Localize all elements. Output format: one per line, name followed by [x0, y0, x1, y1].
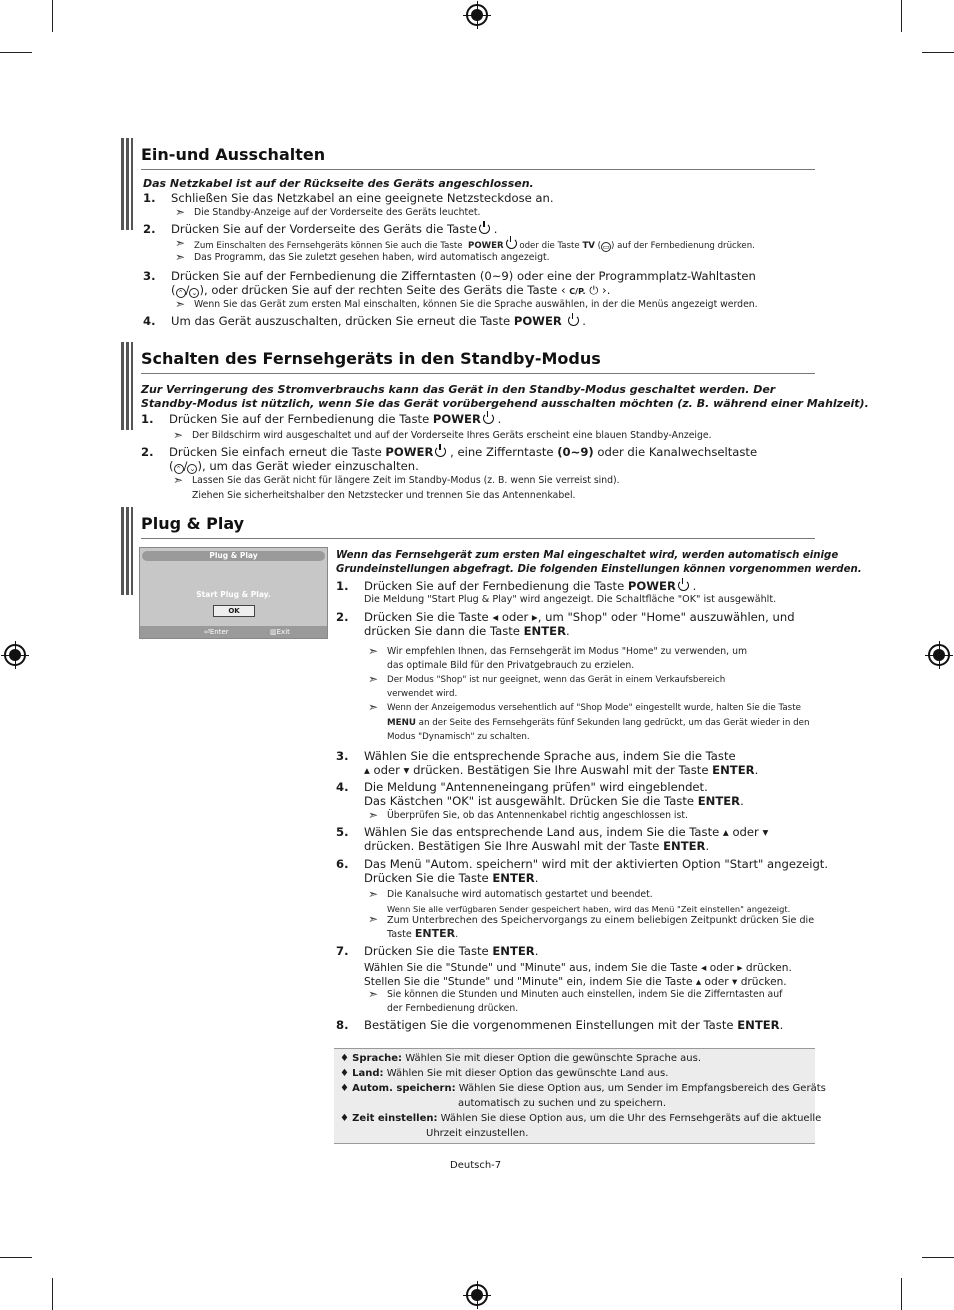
page-footer: Deutsch-7 — [450, 1160, 502, 1171]
step-text: Wählen Sie die entsprechende Sprache aus, indem Sie die Taste — [364, 749, 736, 763]
note-arrow-icon: ➣ — [175, 236, 186, 250]
crop-mark — [901, 0, 902, 32]
step-text: Drücken Sie auf der Vorderseite des Geräts die Taste . — [171, 222, 498, 236]
power-icon — [435, 446, 446, 457]
step-note: Zum Unterbrechen des Speichervorgangs zu einem beliebigen Zeitpunkt drücken Sie die — [387, 915, 815, 926]
step-note: Taste ENTER. — [387, 927, 459, 940]
note-arrow-icon: ➣ — [173, 428, 184, 442]
section-intro: Standby-Modus ist nützlich, wenn Sie das Gerät vorübergehend ausschalten möchten (z. B. während einer Mahlzeit). — [141, 397, 869, 410]
step-note: Sie können die Stunden und Minuten auch einstellen, indem Sie die Zifferntasten auf — [387, 989, 783, 1000]
note-arrow-icon: ➣ — [368, 987, 379, 1001]
step-note: Überprüfen Sie, ob das Antennenkabel richtig angeschlossen ist. — [387, 810, 688, 821]
section-bar — [121, 342, 133, 430]
step-note: Der Modus "Shop" ist nur geeignet, wenn das Gerät in einem Verkaufsbereich — [387, 675, 726, 685]
plug-and-play-screen — [139, 547, 328, 639]
step-note: Der Bildschirm wird ausgeschaltet und auf der Vorderseite Ihres Geräts erscheint eine blauen Standby-Anzeige. — [192, 430, 712, 441]
screen-footer — [140, 626, 327, 638]
step-text: Das Kästchen "OK" ist ausgewählt. Drücken Sie die Taste ENTER. — [364, 794, 744, 808]
step-note: Wenn Sie das Gerät zum ersten Mal einschalten, können Sie die Sprache auswählen, in der die Menüs angezeigt werden. — [194, 299, 758, 310]
step-text: Das Menü "Autom. speichern" wird mit der aktivierten Option "Start" angezeigt. — [364, 857, 829, 871]
crop-mark — [52, 0, 53, 32]
step-text: Die Meldung "Antenneneingang prüfen" wird eingeblendet. — [364, 780, 708, 794]
note-arrow-icon: ➣ — [368, 912, 379, 926]
note-arrow-icon: ➣ — [368, 672, 379, 686]
step-text: ▴ oder ▾ drücken. Bestätigen Sie Ihre Auswahl mit der Taste ENTER. — [364, 763, 759, 777]
step-note: verwendet wird. — [387, 689, 458, 699]
option-note: Uhrzeit einzustellen. — [426, 1128, 529, 1139]
power-icon — [568, 315, 579, 326]
step-number: 2. — [141, 445, 154, 459]
step-text: Drücken Sie die Taste ENTER. — [364, 871, 539, 885]
note-arrow-icon: ➣ — [368, 808, 379, 822]
step-number: 2. — [336, 610, 349, 624]
step-note: MENU an der Seite des Fernsehgeräts fünf Sekunden lang gedrückt, um das Gerät wieder in den — [387, 718, 810, 728]
section-intro: Das Netzkabel ist auf der Rückseite des Geräts angeschlossen. — [143, 177, 534, 190]
section-rule — [141, 169, 815, 170]
step-number: 4. — [336, 780, 349, 794]
step-text: Drücken Sie auf der Fernbedienung die Zifferntasten (0~9) oder eine der Programmplatz-Wahltasten — [171, 269, 756, 283]
screen-message: Start Plug & Play. — [196, 590, 271, 599]
note-arrow-icon: ➣ — [368, 644, 379, 658]
power-icon — [506, 238, 517, 249]
section-intro: Grundeinstellungen abgefragt. Die folgenden Einstellungen können vorgenommen werden. — [336, 564, 862, 575]
step-number: 7. — [336, 944, 349, 958]
step-note: Wenn Sie alle verfügbaren Sender gespeichert haben, wird das Menü "Zeit einstellen" angezeigt. — [387, 904, 791, 914]
crop-mark — [922, 52, 954, 53]
step-number: 8. — [336, 1018, 349, 1032]
step-text: Schließen Sie das Netzkabel an eine geeignete Netzsteckdose an. — [171, 191, 554, 205]
screen-header: Plug & Play — [142, 551, 325, 561]
tv-button-icon: ▭ — [602, 243, 610, 251]
step-note: Das Programm, das Sie zuletzt gesehen haben, wird automatisch angezeigt. — [194, 252, 550, 263]
exit-hint: ▥Exit — [270, 628, 290, 636]
note-arrow-icon: ➣ — [368, 700, 379, 714]
section-intro: Wenn das Fernsehgerät zum ersten Mal eingeschaltet wird, werden automatisch einige — [336, 550, 839, 561]
registration-mark — [4, 644, 26, 666]
step-text: Stellen Sie die "Stunde" und "Minute" ein, indem Sie die Taste ▴ oder ▾ drücken. — [364, 976, 787, 988]
registration-mark — [466, 1284, 488, 1306]
step-text: Drücken Sie auf der Fernbedienung die Taste POWER . — [169, 412, 502, 426]
section-title: Plug & Play — [141, 514, 245, 533]
crop-mark — [922, 1257, 954, 1258]
step-note: Modus "Dynamisch" zu schalten. — [387, 732, 530, 742]
channel-down-icon: ⌄ — [189, 288, 199, 298]
step-text: Wählen Sie die "Stunde" und "Minute" aus, indem Sie die Taste ◂ oder ▸ drücken. — [364, 962, 792, 974]
option-summary-box — [334, 1048, 826, 1144]
section-rule — [141, 373, 815, 374]
note-arrow-icon: ➣ — [175, 250, 186, 264]
step-note: Wir empfehlen Ihnen, das Fernsehgerät im Modus "Home" zu verwenden, um — [387, 646, 748, 657]
step-number: 1. — [141, 412, 154, 426]
crop-mark — [52, 1278, 53, 1310]
step-note: Die Kanalsuche wird automatisch gestartet und beendet. — [387, 889, 653, 900]
section-bar — [121, 507, 133, 595]
step-note: Zum Einschalten des Fernsehgeräts können Sie auch die Taste POWER oder die Taste TV ( ▭ ) auf der Fernbedienung drücken. — [194, 238, 755, 252]
step-text: Drücken Sie die Taste ENTER. — [364, 944, 539, 958]
step-number: 4. — [143, 314, 156, 328]
step-text: Wählen Sie das entsprechende Land aus, indem Sie die Taste ▴ oder ▾ — [364, 825, 769, 839]
step-text: Drücken Sie die Taste ◂ oder ▸, um "Shop" oder "Home" auszuwählen, und — [364, 610, 795, 624]
step-note: Lassen Sie das Gerät nicht für längere Zeit im Standby-Modus (z. B. wenn Sie verreist sind). — [192, 475, 620, 486]
step-text: drücken. Bestätigen Sie Ihre Auswahl mit der Taste ENTER. — [364, 839, 710, 853]
option-note: automatisch zu suchen und zu speichern. — [458, 1098, 667, 1109]
step-note: Wenn der Anzeigemodus versehentlich auf "Shop Mode" eingestellt wurde, halten Sie die Taste — [387, 703, 801, 713]
step-text: ( ⌃ / ⌄ ), um das Gerät wieder einzuschalten. — [169, 459, 419, 473]
section-title: Schalten des Fernsehgeräts in den Standby-Modus — [141, 349, 601, 368]
step-number: 2. — [143, 222, 156, 236]
step-number: 3. — [336, 749, 349, 763]
step-subtext: Die Meldung "Start Plug & Play" wird angezeigt. Die Schaltfläche "OK" ist ausgewählt. — [364, 594, 777, 605]
crop-mark — [0, 52, 32, 53]
note-arrow-icon: ➣ — [368, 887, 379, 901]
step-note: das optimale Bild für den Privatgebrauch zu erzielen. — [387, 660, 635, 671]
step-note: Die Standby-Anzeige auf der Vorderseite des Geräts leuchtet. — [194, 207, 481, 218]
step-text: Drücken Sie auf der Fernbedienung die Taste POWER . — [364, 579, 697, 593]
section-bar — [121, 138, 133, 230]
step-text: drücken Sie dann die Taste ENTER. — [364, 624, 570, 638]
channel-up-icon: ⌃ — [176, 288, 186, 298]
option-note: ♦ Zeit einstellen: Wählen Sie diese Option aus, um die Uhr des Fernsehgeräts auf die aktuelle — [340, 1113, 822, 1124]
step-note: der Fernbedienung drücken. — [387, 1003, 519, 1014]
step-number: 3. — [143, 269, 156, 283]
crop-mark — [0, 1257, 32, 1258]
section-rule — [141, 538, 815, 539]
note-arrow-icon: ➣ — [175, 297, 186, 311]
crop-mark — [901, 1278, 902, 1310]
step-note: Ziehen Sie sicherheitshalber den Netzstecker und trennen Sie das Antennenkabel. — [192, 490, 576, 501]
power-icon — [483, 413, 494, 424]
registration-mark — [466, 4, 488, 26]
step-text: ( ⌃ / ⌄ ), oder drücken Sie auf der rechten Seite des Geräts die Taste ‹ C/P. ⏻ ›. — [171, 283, 611, 297]
enter-hint: ⏎Enter — [204, 628, 229, 636]
step-text: Bestätigen Sie die vorgenommenen Einstellungen mit der Taste ENTER. — [364, 1018, 784, 1032]
note-arrow-icon: ➣ — [175, 205, 186, 219]
channel-up-icon: ⌃ — [174, 464, 184, 474]
note-arrow-icon: ➣ — [173, 473, 184, 487]
section-intro: Zur Verringerung des Stromverbrauchs kann das Gerät in den Standby-Modus geschaltet werden. Der — [141, 383, 776, 396]
power-icon — [479, 223, 490, 234]
option-note: ♦ Autom. speichern: Wählen Sie diese Option aus, um Sender im Empfangsbereich des Geräts — [340, 1083, 826, 1094]
ok-button: OK — [213, 605, 255, 617]
step-text: Um das Gerät auszuschalten, drücken Sie erneut die Taste POWER . — [171, 314, 586, 328]
power-icon — [678, 580, 689, 591]
step-text: Drücken Sie einfach erneut die Taste POWER , eine Zifferntaste (0~9) oder die Kanalwechseltaste — [169, 445, 758, 459]
registration-mark — [928, 644, 950, 666]
step-number: 1. — [336, 579, 349, 593]
section-title: Ein-und Ausschalten — [141, 145, 326, 164]
step-number: 6. — [336, 857, 349, 871]
option-note: ♦ Sprache: Wählen Sie mit dieser Option die gewünschte Sprache aus. — [340, 1053, 702, 1064]
option-note: ♦ Land: Wählen Sie mit dieser Option das gewünschte Land aus. — [340, 1068, 669, 1079]
step-number: 1. — [143, 191, 156, 205]
channel-down-icon: ⌄ — [187, 464, 197, 474]
step-number: 5. — [336, 825, 349, 839]
